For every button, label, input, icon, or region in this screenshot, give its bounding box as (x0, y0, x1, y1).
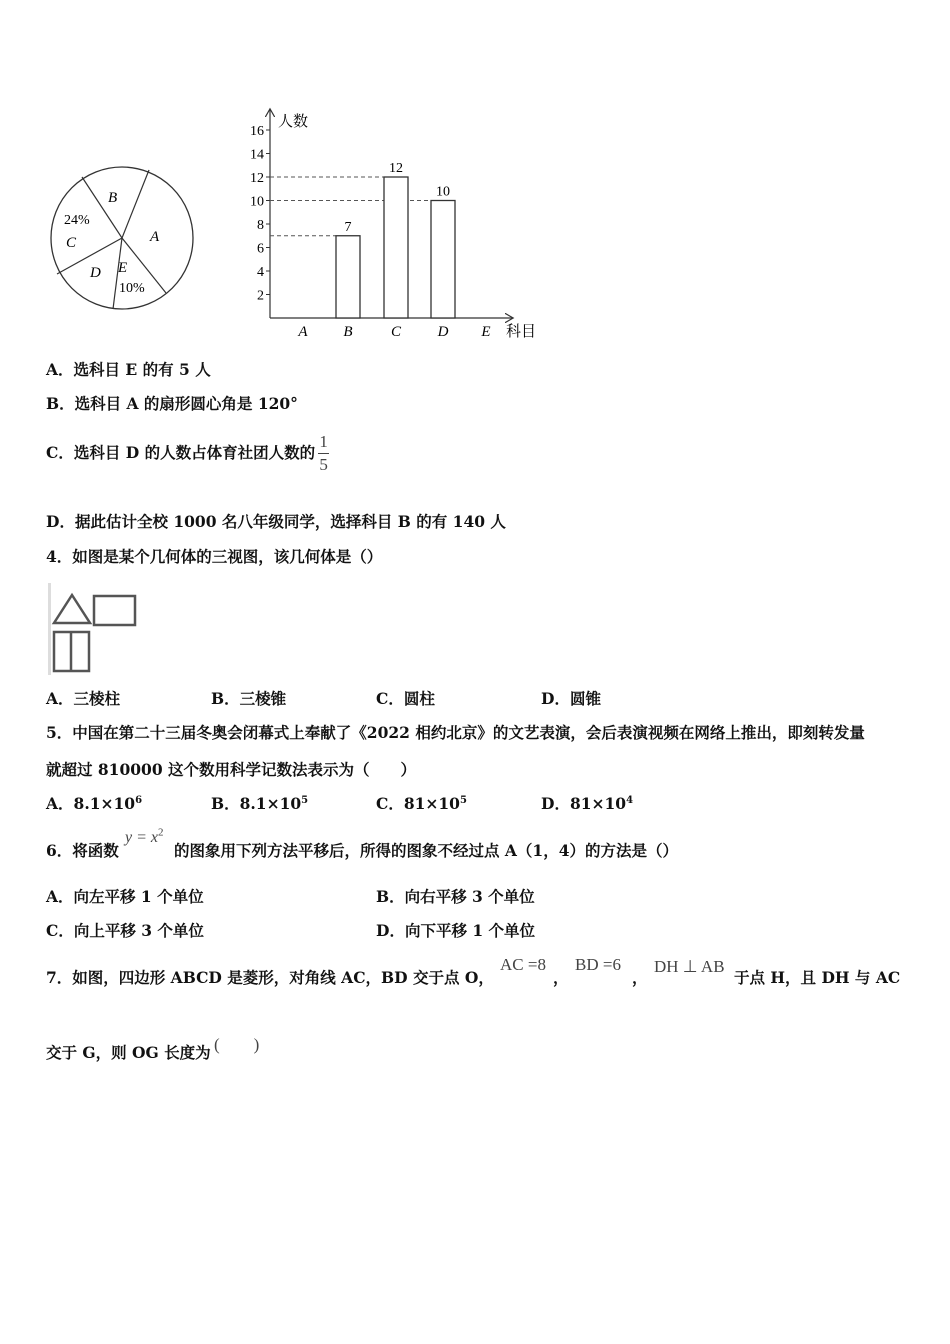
q4-option-a (46, 689, 120, 709)
q7-comma-2: ， (632, 968, 648, 987)
option-text: 三棱锥 (239, 689, 287, 708)
q5-option-c (376, 794, 467, 814)
q3-option-c (46, 428, 329, 478)
q7-stem-b: 于点 H，且 DH 与 AC (734, 968, 901, 987)
q6-option-b (376, 887, 535, 907)
y-tick-label-10: 10 (250, 194, 264, 210)
y-tick-label-16: 16 (250, 124, 264, 139)
bar-B (336, 236, 360, 318)
pie-label-e: E (118, 260, 128, 276)
y-tick-label-8: 8 (257, 218, 264, 233)
q3-option-d (46, 512, 506, 532)
q5-stem-line2: 就超过 810000 这个数用科学记数法表示为（ ） (46, 760, 417, 779)
q7-dh-perp-ab: DH ⊥ AB (654, 957, 725, 976)
fraction-numerator: 1 (319, 431, 328, 451)
option-text: 据此估计全校 1000 名八年级同学，选择科目 B 的有 140 人 (74, 512, 506, 531)
y-tick-label-2: 2 (257, 288, 264, 304)
q7-comma-1: ， (553, 968, 569, 987)
y-tick-label-4: 4 (257, 265, 264, 280)
front-view-triangle (54, 595, 90, 623)
option-label: D． (541, 689, 570, 708)
option-text: 三棱柱 (73, 689, 121, 708)
q7-bd-length: BD =6 (575, 955, 621, 974)
q7-line2: 交于 G，则 OG 长度为 (46, 1043, 211, 1062)
q4-option-b (211, 689, 286, 709)
option-label: A． (46, 794, 74, 813)
option-label: B． (376, 887, 405, 906)
side-view-rectangle (94, 596, 135, 625)
fraction-denominator: 5 (319, 454, 328, 474)
option-text: 选科目 A 的扇形圆心角是 120° (74, 394, 298, 413)
option-text: 选科目 E 的有 5 人 (73, 360, 211, 379)
option-label: D． (46, 512, 75, 531)
x-tick-label-E: E (481, 324, 491, 340)
option-label: A． (46, 887, 74, 906)
pie-label-d: D (90, 265, 101, 281)
bar-C (384, 177, 408, 318)
q6-option-d (376, 921, 535, 941)
q6-option-a (46, 887, 204, 907)
option-label: C． (376, 689, 404, 708)
y-tick-label-14: 14 (250, 147, 264, 163)
option-text: 选科目 D 的人数占体育社团人数的 (73, 443, 316, 462)
option-label: D． (541, 794, 570, 813)
pie-label-a: A (150, 229, 160, 245)
pie-percent-c: 24% (64, 213, 90, 228)
pie-divider-b-a (122, 170, 149, 238)
pie-chart (46, 160, 200, 318)
option-base: 8.1×10 (73, 794, 136, 813)
formula-exponent: 2 (158, 826, 164, 839)
formula-lhs: y = x (125, 829, 158, 846)
y-tick-label-6: 6 (257, 241, 264, 257)
option-label: A． (46, 689, 74, 708)
option-label: B． (211, 689, 240, 708)
bar-value-label-C: 12 (389, 161, 403, 176)
option-exponent: 5 (301, 794, 309, 806)
q3-option-b (46, 394, 298, 414)
option-base: 81×10 (403, 794, 460, 813)
pie-label-b: B (108, 190, 118, 206)
option-text: 圆柱 (403, 689, 435, 708)
fraction-one-fifth (318, 433, 329, 474)
three-views-figure (46, 583, 146, 679)
bar-chart (240, 104, 550, 344)
bar-value-label-B: 7 (344, 219, 352, 235)
pie-label-c: C (66, 235, 77, 251)
option-label: C． (46, 921, 74, 940)
option-label: C． (46, 443, 74, 462)
x-axis-label: 科目 (506, 324, 537, 340)
option-exponent: 6 (135, 794, 143, 806)
q5-stem-line1: 5．中国在第二十三届冬奥会闭幕式上奉献了《2022 相约北京》的文艺表演，会后表演视频在网络上推出，即刻转发量 (46, 723, 865, 742)
q6-formula (125, 826, 164, 847)
option-label: C． (376, 794, 404, 813)
option-base: 8.1×10 (239, 794, 302, 813)
option-label: D． (376, 921, 405, 940)
option-exponent: 4 (626, 794, 634, 806)
figure-edge-shadow (48, 583, 51, 675)
bar-D (431, 201, 455, 319)
q7-answer-paren: ( ) (214, 1035, 260, 1054)
y-axis-label: 人数 (278, 114, 309, 130)
option-text: 向右平移 3 个单位 (404, 887, 535, 906)
q7-ac-length: AC =8 (500, 955, 546, 974)
bar-value-label-D: 10 (436, 184, 450, 200)
option-label: B． (46, 394, 75, 413)
q4-option-c (376, 689, 435, 709)
x-tick-label-C: C (390, 324, 402, 340)
option-text: 向下平移 1 个单位 (404, 921, 536, 940)
x-tick-label-D: D (437, 324, 449, 340)
option-label: B． (211, 794, 240, 813)
x-tick-label-B: B (343, 324, 353, 340)
q6-stem-a: 6．将函数 (46, 841, 119, 860)
option-text: 向上平移 3 个单位 (73, 921, 204, 940)
q5-option-d (541, 794, 633, 814)
q5-option-b (211, 794, 308, 814)
y-tick-label-12: 12 (250, 171, 264, 186)
q7-stem-a: 7．如图，四边形 ABCD 是菱形，对角线 AC，BD 交于点 O， (46, 968, 494, 987)
option-text: 圆锥 (569, 689, 601, 708)
q6-option-c (46, 921, 204, 941)
q5-option-a (46, 794, 142, 814)
option-exponent: 5 (459, 794, 467, 806)
q4-stem: 4．如图是某个几何体的三视图，该几何体是（） (46, 547, 383, 566)
pie-percent-e: 10% (119, 281, 145, 296)
x-tick-label-A: A (298, 324, 308, 340)
option-label: A． (46, 360, 74, 379)
option-text: 向左平移 1 个单位 (73, 887, 204, 906)
q3-option-a (46, 360, 211, 380)
pie-divider-c-b (82, 177, 122, 238)
fraction-bar (318, 453, 329, 454)
q6-stem-b: 的图象用下列方法平移后，所得的图象不经过点 A（1，4）的方法是（） (174, 841, 678, 860)
q4-option-d (541, 689, 601, 709)
option-base: 81×10 (569, 794, 627, 813)
